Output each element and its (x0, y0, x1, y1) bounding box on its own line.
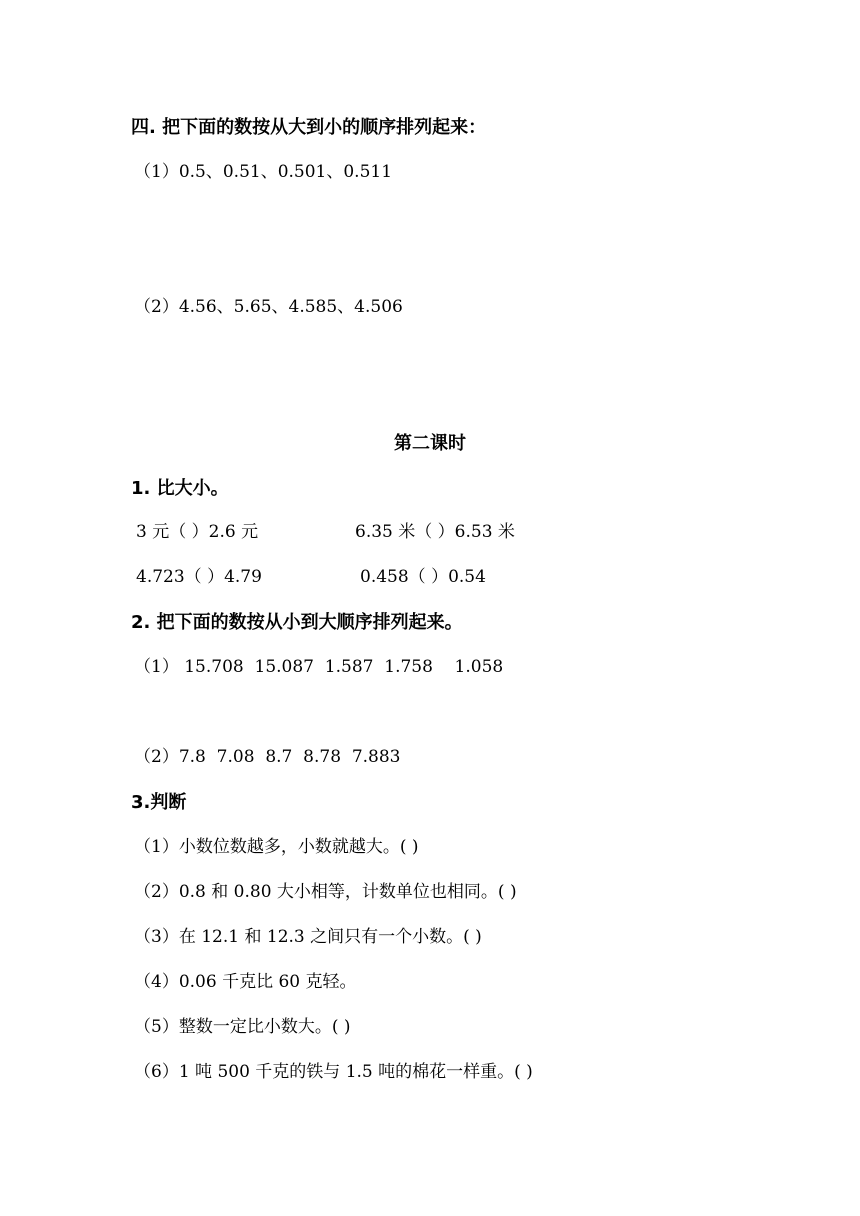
section4-item-1: （1）0.5、0.51、0.501、0.511 (134, 162, 393, 182)
q3-item-4: （4）0.06 千克比 60 克轻。 (134, 972, 357, 992)
q3-item-3: （3）在 12.1 和 12.3 之间只有一个小数。( ) (134, 927, 482, 947)
q3-heading: 3.判断 (131, 792, 187, 813)
q1-pair-1-right: 6.35 米（ ）6.53 米 (355, 522, 515, 542)
q2-heading: 2. 把下面的数按从小到大顺序排列起来。 (131, 612, 463, 633)
q3-item-1: （1）小数位数越多，小数就越大。( ) (134, 837, 419, 857)
q3-item-5: （5）整数一定比小数大。( ) (134, 1017, 351, 1037)
section4-heading: 四. 把下面的数按从大到小的顺序排列起来： (131, 117, 487, 138)
q3-item-2: （2）0.8 和 0.80 大小相等，计数单位也相同。( ) (134, 882, 517, 902)
q1-pair-2-left: 4.723（ ）4.79 (136, 567, 262, 587)
q1-heading: 1. 比大小。 (131, 478, 229, 499)
section4-item-2: （2）4.56、5.65、4.585、4.506 (134, 297, 403, 317)
q2-item-1: （1） 15.708 15.087 1.587 1.758 1.058 (134, 657, 504, 677)
q1-pair-1-left: 3 元（ ）2.6 元 (136, 522, 259, 542)
q3-item-6: （6）1 吨 500 千克的铁与 1.5 吨的棉花一样重。( ) (134, 1062, 533, 1082)
q1-pair-2-right: 0.458（ ）0.54 (360, 567, 486, 587)
lesson-title: 第二课时 (394, 433, 466, 454)
q2-item-2: （2）7.8 7.08 8.7 8.78 7.883 (134, 747, 401, 767)
